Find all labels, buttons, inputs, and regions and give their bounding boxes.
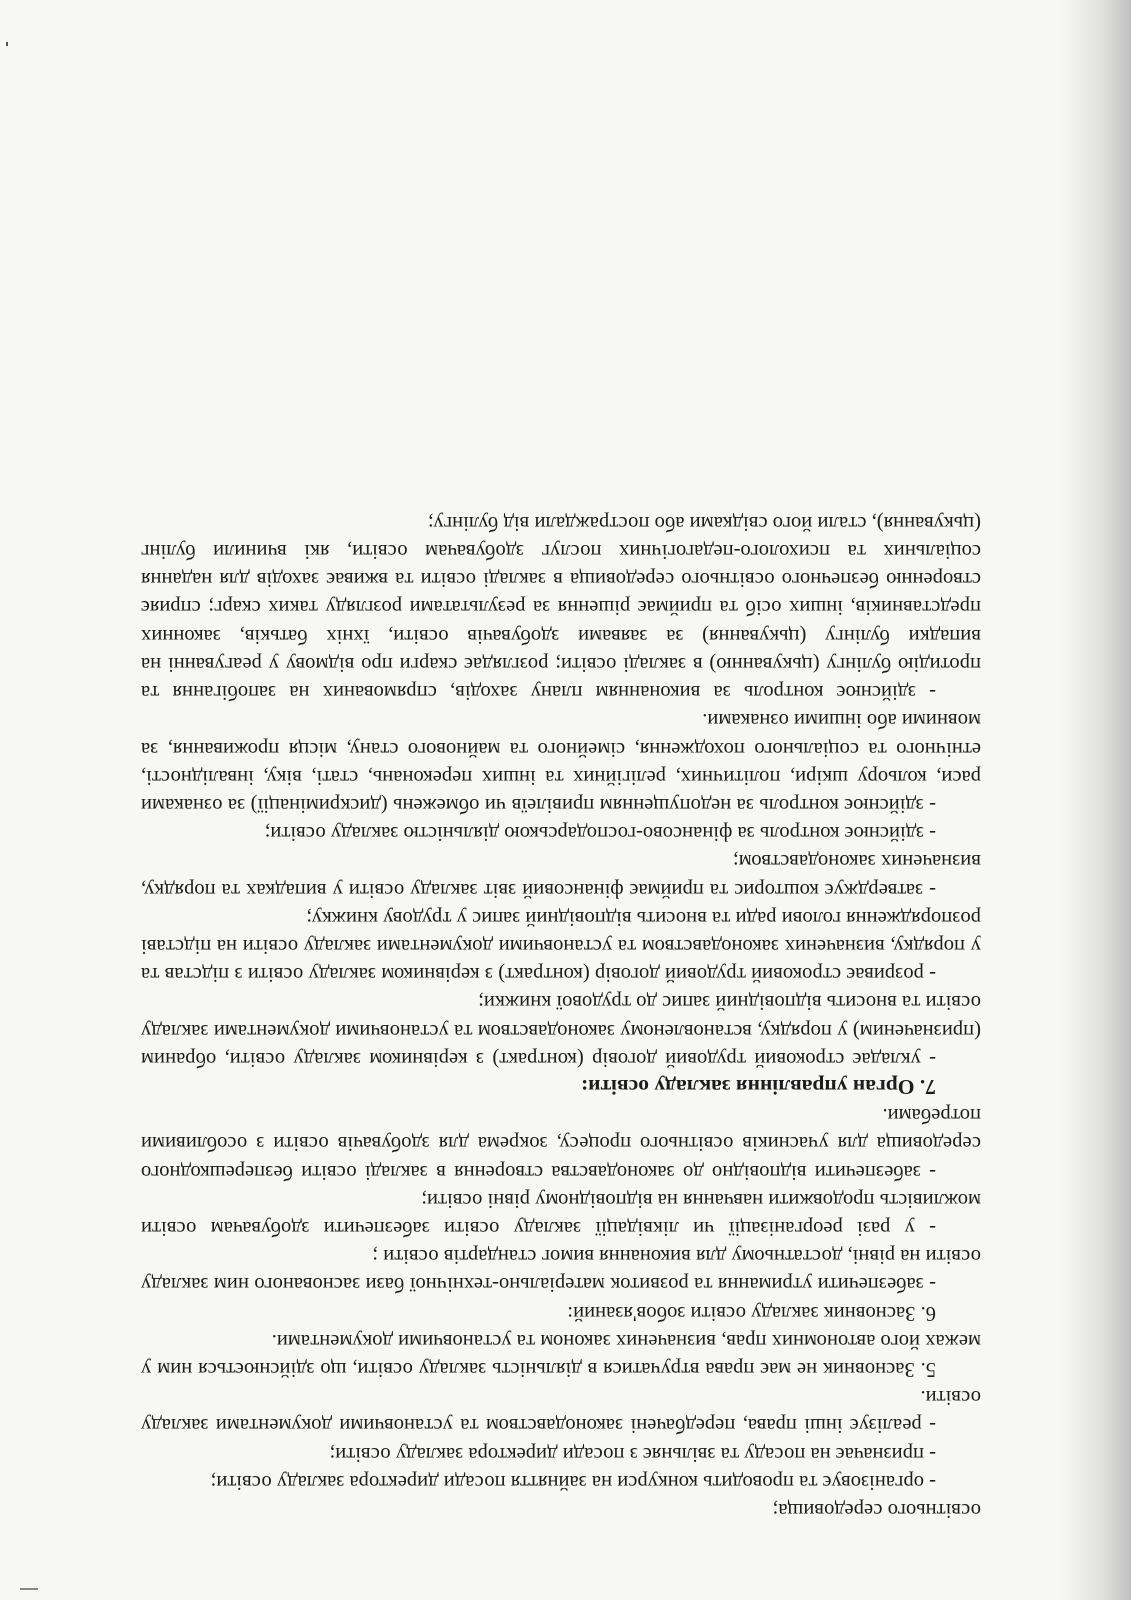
- list-item-material-base: - забезпечити утримання та розвиток матеріально-технічної бази заснованого ним закладу освіти на рівні, достатньому для виконання вимог стандартів освіти ;: [141, 1245, 981, 1296]
- list-item-other-rights: - реалізує інші права, передбачені законодавством та установчими документами закладу освіти.: [141, 1386, 981, 1437]
- clause-7-heading: 7. Орган управління закладу освіти:: [580, 1074, 936, 1099]
- document-body: [141, 509, 981, 1524]
- clause-5: 5. Засновник не має права втручатися в діяльність закладу освіти, що здійснюється ним у межах його автономних прав, визначених законом та установчими документами.: [141, 1329, 981, 1380]
- list-item-conclude-contract: - укладає строковий трудовий договір (контракт) з керівником закладу освіти, обраним (призначеним) у порядку, встановленому законодавством та установчими документами закладу освіти та вносить відповідний запис до трудової книжки;: [141, 991, 981, 1070]
- list-item-discrimination-control: - здійснює контроль за недопущенням привілеїв чи обмежень (дискримінації) за ознаками раси, кольору шкіри, політичних, релігійних та інших переконань, статі, віку, інвалідності, етнічного та соціального походження, сімейного та майнового стану, місця проживання, за мовними або іншими ознаками.: [141, 709, 981, 816]
- list-item-bullying-control: - здійснює контроль за виконанням плану заходів, спрямованих на запобігання та протидію булінгу (цькуванню) в закладі освіти; розглядає скарги про відмову у реагуванні на випадки булінгу (цькування) за заявами здобувачів освіти, їхніх батьків, законних представників, інших осіб та приймає рішення за результатами розгляду таких скарг; сприяє створенню безпечного освітнього середовища в закладі освіти та вживає заходів для надання соціальних та психолого-педагогічних послуг здобувачам освіти, які вчинили булінг (цькування), стали його свідками або постраждали від булінгу;: [141, 511, 981, 704]
- list-item-financial-control: - здійснює контроль за фінансово-господарською діяльністю закладу освіти;: [264, 822, 936, 845]
- list-item-approve-budget: - затверджує кошторис та приймає фінансовий звіт закладу освіти у випадках та порядку, визначених законодавством;: [141, 850, 981, 901]
- list-item-reorganization: - у разі реорганізації чи ліквідації закладу освіти забезпечити здобувачам освіти можливість продовжити навчання на відповідному рівні освіти;: [141, 1188, 981, 1239]
- paragraph-continuation: освітнього середовища;: [772, 1499, 981, 1521]
- list-item-appoint-director: - призначає на посаду та звільняє з посади директора закладу освіти;: [329, 1442, 936, 1465]
- clause-6-title: 6. Засновник закладу освіти зобов'язаний:: [567, 1301, 936, 1324]
- list-item-terminate-contract: - розриває строковий трудовий договір (контракт) з керівником закладу освіти з підстав та у порядку, визначених законодавством та установчими документами закладу освіти на підставі розпорядження голови ради та вносить відповідний запис у трудову книжку;: [141, 906, 981, 986]
- list-item-barrier-free: - забезпечити відповідно до законодавства створення в закладі освіти безперешкодного середовища для учасників освітнього процесу, зокрема для здобувачів освіти з особливими потребами.: [141, 1104, 981, 1183]
- list-item-organize-contests: - організовує та проводить конкурси на зайняття посади директора закладу освіти;: [210, 1470, 936, 1493]
